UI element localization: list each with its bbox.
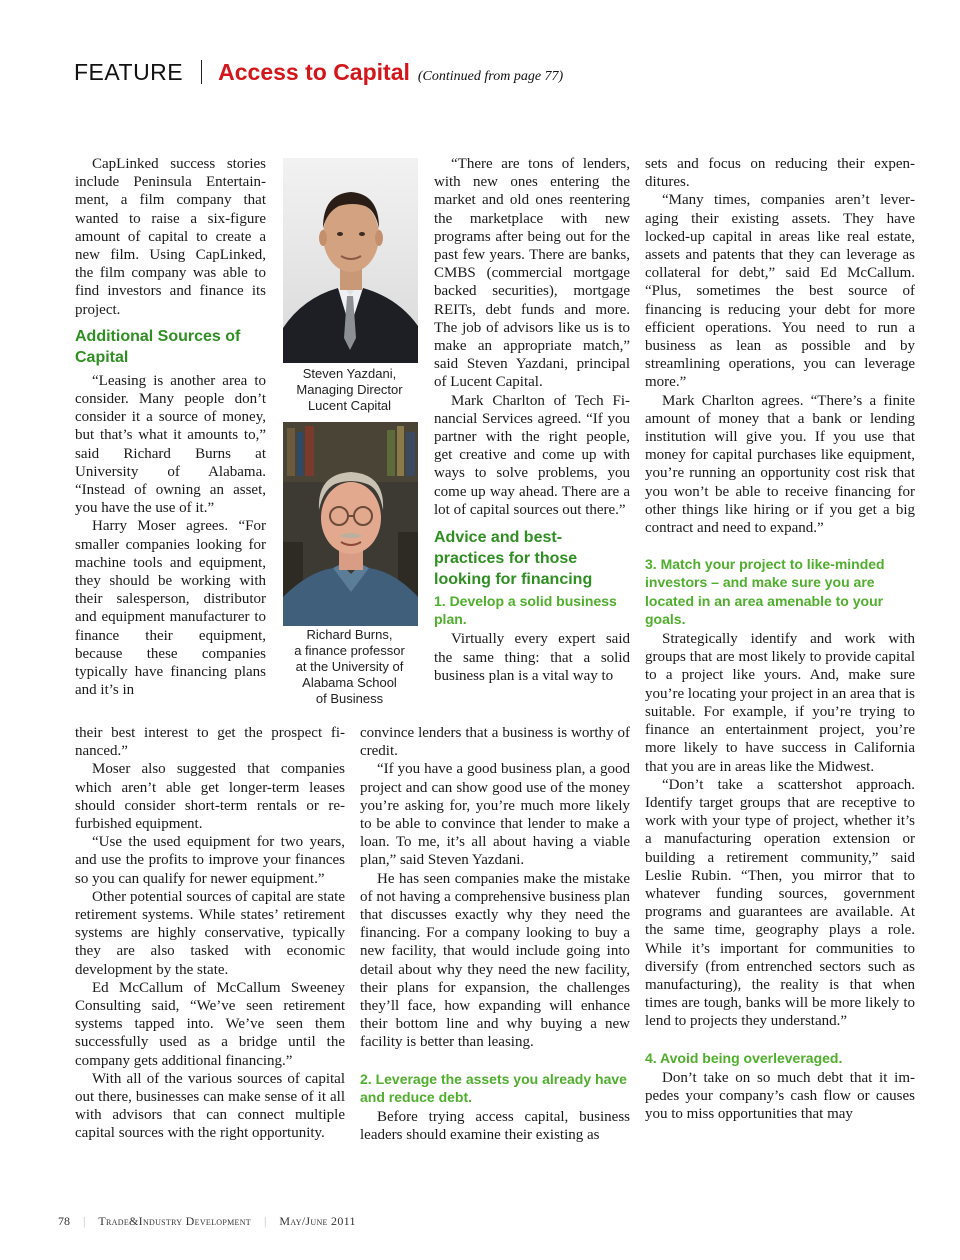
caption-line: of Business	[315, 691, 384, 706]
page-header	[74, 56, 563, 86]
publication-name: Trade&Industry Development	[98, 1214, 251, 1228]
paragraph: Other potential sources of capital are state retirement systems. While states’ retirement systems are highly conservative, typically they are also tasked with economic development by the state.	[75, 888, 345, 978]
burns-caption	[283, 627, 416, 707]
paragraph: He has seen companies make the mistake of not having a comprehensive business plan that discusses exactly why they need the financing. For a company looking to buy a new facility, that would include going into detail about why they need the new facility, their plans for expansion, the challenges they’ll face, how expanding will enhance their bottom line and why buying a new facility is better than leasing.	[360, 870, 630, 1051]
footer-divider: |	[83, 1214, 86, 1228]
paragraph: “Leasing is another area to consider. Many people don’t consider it a source of money, but that’s what it amounts to,” said Richard Burns at University of Alabama. “Instead of owning an asset, you have the use of it.”	[75, 372, 266, 517]
col2-top	[434, 155, 630, 685]
paragraph: Mark Charlton of Tech Financial Services agreed. “If you partner with the right people, get creative and come up with ways to solve problems, you come up way ahead. There are a lot of capital sources out there.”	[434, 392, 630, 518]
col1-bottom	[75, 724, 345, 1143]
paragraph: Don’t take on so much debt that it impedes your company’s cash flow or causes you to miss opportunities that may	[645, 1069, 915, 1123]
page-number: 78	[58, 1214, 70, 1228]
caption-line: a finance professor	[294, 643, 405, 658]
portrait-yazdani-image	[283, 158, 418, 363]
paragraph: Harry Moser agrees. “For smaller companies looking for machine tools and equipment, they should be working with their salesperson, distributor and equipment manufacturer to finance their equipment, because these companies typically have financing plans and it’s in	[75, 518, 266, 699]
subheading: 3. Match your project to like-minded investors – and make sure you are located in an area amenable to your goals.	[645, 556, 885, 627]
col1-top	[75, 155, 266, 699]
caption-line: at the University of	[295, 659, 404, 674]
article-title: Access to Capital	[218, 59, 410, 85]
subheading: 2. Leverage the assets you already have and reduce debt.	[360, 1070, 627, 1105]
header-divider	[201, 60, 202, 84]
caption-line: Richard Burns,	[306, 627, 393, 642]
paragraph: Virtually every expert said the same thing: that a solid business plan is a vital way to	[434, 631, 630, 684]
subheading: 4. Avoid being overleveraged.	[645, 1049, 843, 1066]
col3	[645, 155, 915, 1123]
paragraph: convince lenders that a business is worthy of credit.	[360, 725, 630, 760]
caption-line: Lucent Capital	[307, 398, 392, 413]
paragraph: CapLinked success stories include Peninsula Entertainment, a film company that wanted to raise a six-figure amount of capital to create a new film. Using CapLinked, the film company was able to find investors and finance its project.	[75, 156, 266, 318]
caption-line: Managing Director	[296, 382, 403, 397]
caption-line: Alabama School	[302, 675, 397, 690]
paragraph: Moser also suggested that companies which aren’t able get longer-term leases should consider short-term rentals or refurbished equipment.	[75, 761, 345, 833]
paragraph: Mark Charlton agrees. “There’s a finite amount of money that a bank or lending institution will give you. If you use that money for capital purchases like equipment, you’re running an opportunity cost risk that you won’t be able to receive financing for other things like hiring or if you get a big contract and need to expand.”	[645, 392, 915, 537]
continued-note: (Continued from page 77)	[417, 69, 564, 84]
section-heading: Advice and best-practices for those looking for financing	[434, 529, 593, 589]
section-heading: Additional Sources of Capital	[75, 327, 241, 366]
paragraph: “Many times, companies aren’t leveraging their existing assets. They have locked-up capital in areas like real estate, assets and patents that they can leverage as collateral for debt,” said Ed McCallum. “Plus, sometimes the best source of financing is reducing your debt for more efficient operations. You need to run a business as lean as possible and by streamlining operations, you can leverage more.”	[645, 192, 915, 391]
col2-bottom	[360, 724, 630, 1144]
paragraph: sets and focus on reducing their expenditures.	[645, 156, 915, 191]
paragraph: their best interest to get the prospect financed.”	[75, 725, 345, 760]
burns-photo	[283, 422, 418, 626]
caption-line: Steven Yazdani,	[302, 366, 397, 381]
footer-divider: |	[263, 1214, 267, 1228]
subheading: 1. Develop a solid business plan.	[434, 593, 617, 628]
paragraph: With all of the various sources of capital out there, businesses can make sense of it all with advisors that can connect multiple capital sources with the right opportunity.	[75, 1070, 345, 1142]
issue-date: May/June 2011	[279, 1214, 356, 1228]
paragraph: “Use the used equipment for two years, and use the profits to improve your finances so you can qualify for newer equipment.”	[75, 834, 345, 887]
section-kicker: FEATURE	[74, 59, 184, 85]
paragraph: “If you have a good business plan, a good project and can show good use of the money you’re asking for, you’re much more likely to be able to convince that lender to make a loan. To me, it’s all about having a viable plan,” said Steven Yazdani.	[360, 761, 630, 869]
paragraph: “Don’t take a scattershot approach. Identify target groups that are receptive to work with your type of project, whether it’s a manufacturing operation extension or building a retirement community,” said Leslie Rubin. “Then, you mirror that to whatever funding sources, government programs and guarantees are available. At the same time, geography plays a role. While it’s important for communities to diversify (from entrenched sectors such as manufacturing), the reality is that when times are tough, banks will be more likely to lend to projects they understand.”	[645, 776, 915, 1030]
yazdani-caption	[283, 366, 416, 414]
paragraph: “There are tons of lenders, with new ones entering the market and old ones reentering the marketplace with new programs after being out for the past few years. There are banks, CMBS (commercial mortgage backed securities), mortgage REITs, debt funds and more. The job of advisors like us is to make an appropriate match,” said Steven Yazdani, principal of Lucent Capital.	[434, 156, 630, 391]
yazdani-photo	[283, 158, 418, 363]
page-footer	[58, 1214, 356, 1229]
portrait-burns-image	[283, 422, 418, 626]
paragraph: Before trying access capital, business leaders should examine their existing as	[360, 1109, 630, 1144]
paragraph: Ed McCallum of McCallum Sweeney Consulting said, “We’ve seen retirement systems tapped into. We’ve seen them successfully used as a bridge until the company gets additional financing.”	[75, 979, 345, 1069]
paragraph: Strategically identify and work with groups that are most likely to provide capital to a project like yours. And, make sure you’re locating your project in an area that is suitable. For example, if you’re trying to finance an entertainment project, you’re more likely to have success in California that you are in areas like the Midwest.	[645, 631, 915, 775]
